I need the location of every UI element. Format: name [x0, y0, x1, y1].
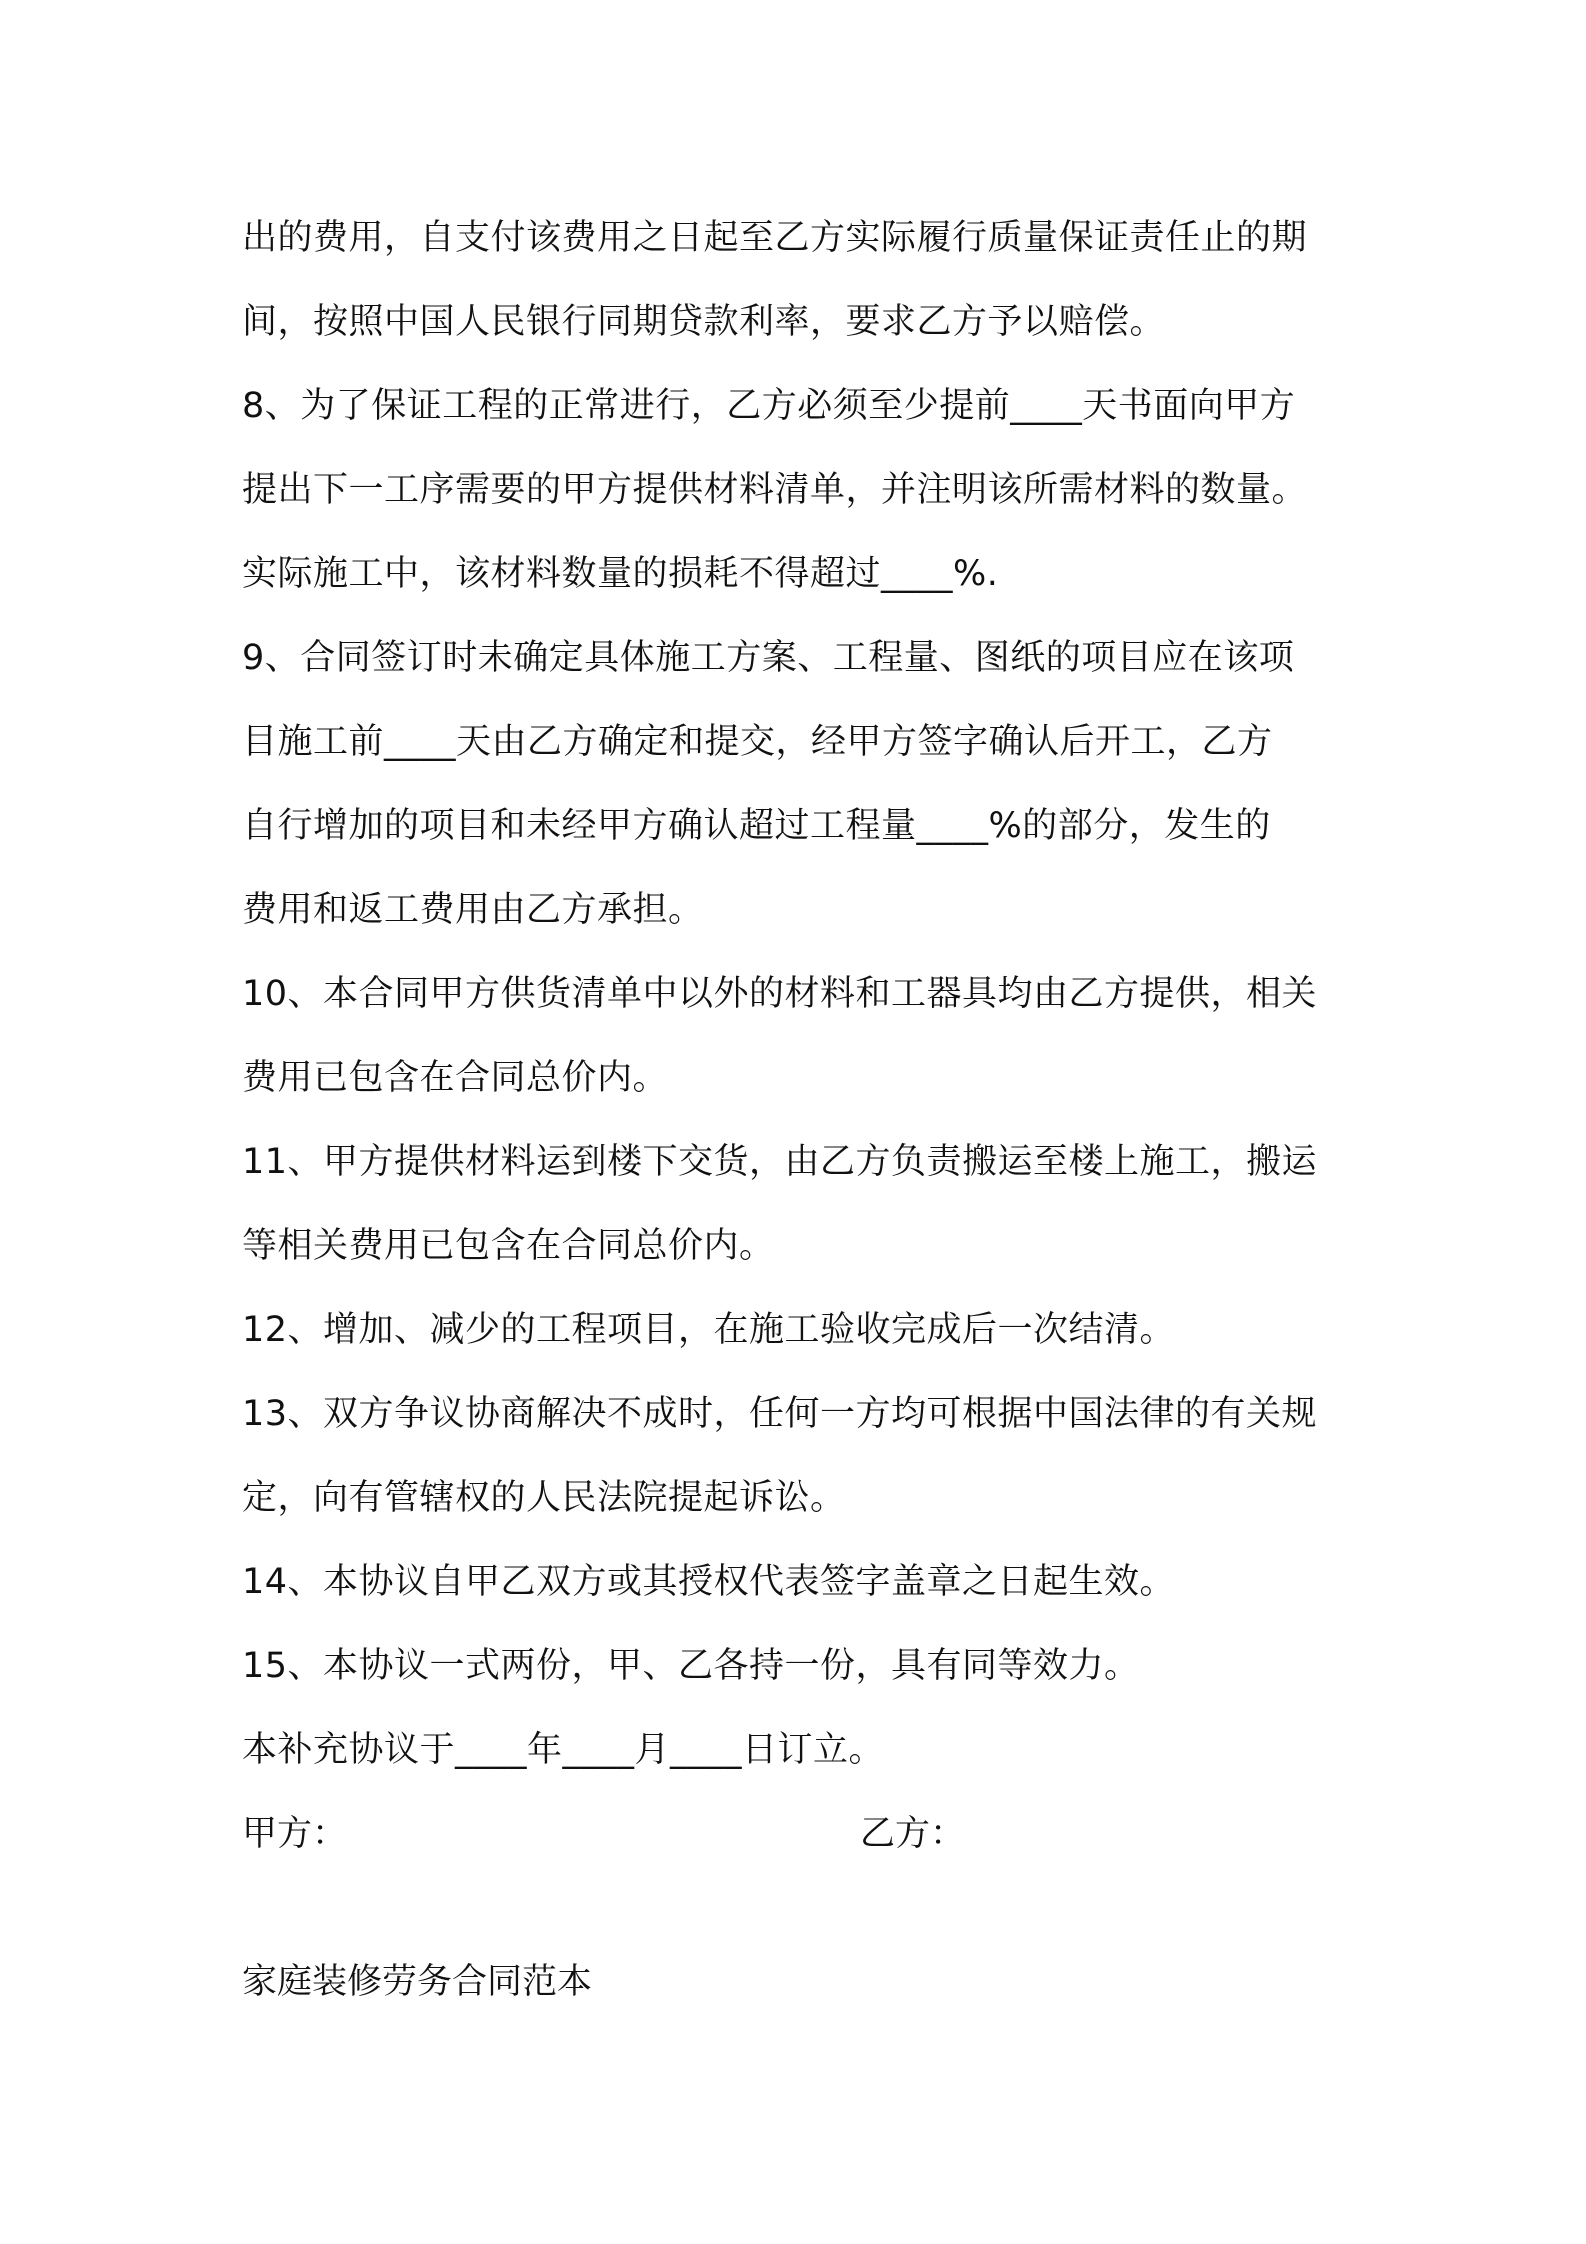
clause-15: 15、本协议一式两份，甲、乙各持一份，具有同等效力。: [242, 1646, 1140, 1686]
clause-10-line-2: 费用已包含在合同总价内。: [242, 1058, 669, 1098]
clause-8-line-1: 8、为了保证工程的正常进行，乙方必须至少提前____天书面向甲方: [242, 386, 1296, 426]
clause-8-line-3: 实际施工中，该材料数量的损耗不得超过____%.: [242, 554, 999, 594]
clause-13-line-1: 13、双方争议协商解决不成时，任何一方均可根据中国法律的有关规: [242, 1394, 1318, 1434]
clause-10-line-1: 10、本合同甲方供货清单中以外的材料和工器具均由乙方提供，相关: [242, 974, 1318, 1014]
clause-12: 12、增加、减少的工程项目，在施工验收完成后一次结清。: [242, 1310, 1176, 1350]
clause-11-line-1: 11、甲方提供材料运到楼下交货，由乙方负责搬运至楼上施工，搬运: [242, 1142, 1318, 1182]
clause-9-line-2: 目施工前____天由乙方确定和提交，经甲方签字确认后开工，乙方: [242, 722, 1273, 762]
clause-14: 14、本协议自甲乙双方或其授权代表签字盖章之日起生效。: [242, 1562, 1176, 1602]
text-line-1: 出的费用，自支付该费用之日起至乙方实际履行质量保证责任止的期: [242, 218, 1308, 258]
clause-8-line-2: 提出下一工序需要的甲方提供材料清单，并注明该所需材料的数量。: [242, 470, 1308, 510]
clause-11-line-2: 等相关费用已包含在合同总价内。: [242, 1226, 775, 1266]
clause-9-line-4: 费用和返工费用由乙方承担。: [242, 890, 704, 930]
party-b-label: 乙方：: [860, 1814, 966, 1854]
clause-13-line-2: 定，向有管辖权的人民法院提起诉讼。: [242, 1478, 846, 1518]
next-document-title: 家庭装修劳务合同范本: [242, 1962, 593, 2002]
text-line-2: 间，按照中国人民银行同期贷款利率，要求乙方予以赔偿。: [242, 302, 1166, 342]
party-a-label: 甲方：: [242, 1814, 348, 1854]
signing-date-line: 本补充协议于____年____月____日订立。: [242, 1730, 885, 1770]
document-body: [242, 196, 1364, 1876]
clause-9-line-3: 自行增加的项目和未经甲方确认超过工程量____%的部分，发生的: [242, 806, 1271, 846]
clause-9-line-1: 9、合同签订时未确定具体施工方案、工程量、图纸的项目应在该项: [242, 638, 1295, 678]
signature-row: [242, 1792, 1364, 1876]
